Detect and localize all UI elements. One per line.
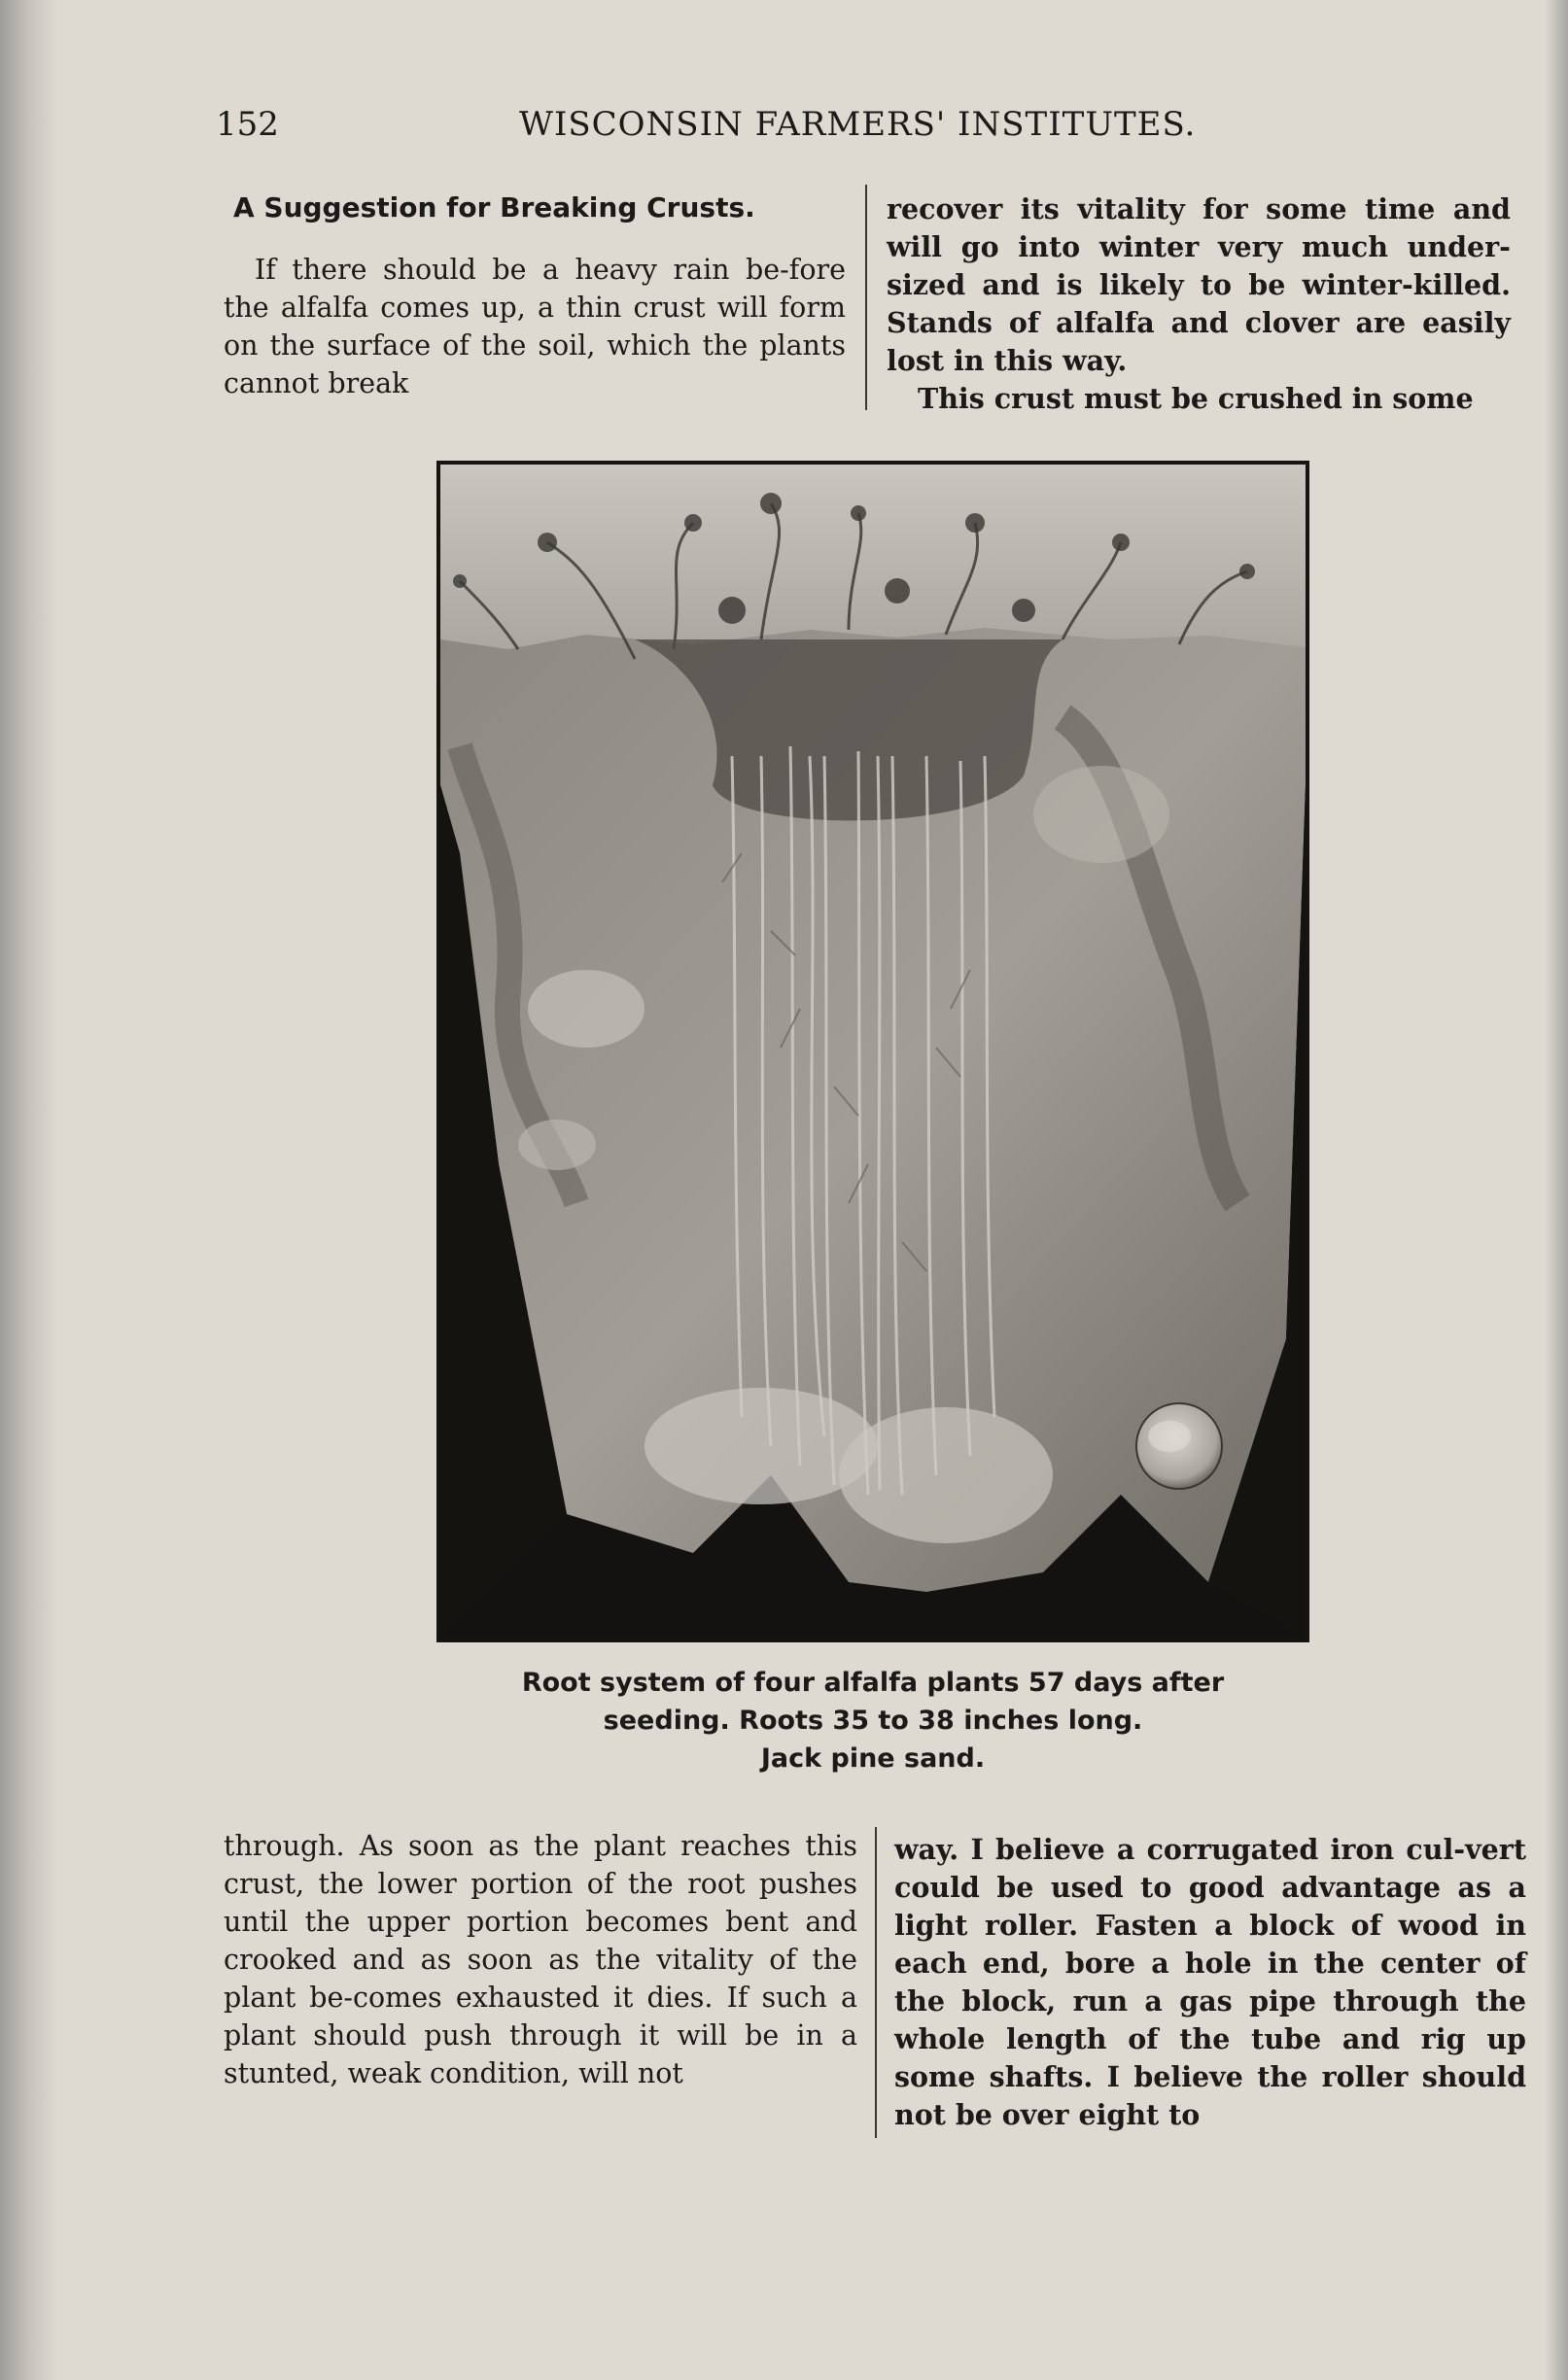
- paragraph-crust-crushed: This crust must be crushed in some: [918, 382, 1474, 415]
- column-divider-bottom: [875, 1827, 877, 2138]
- caption-line-1: Root system of four alfalfa plants 57 days after: [521, 1668, 1225, 1698]
- section-heading: A Suggestion for Breaking Crusts.: [233, 191, 755, 224]
- root-system-image: [440, 465, 1306, 1638]
- caption-line-3: Jack pine sand.: [760, 1743, 986, 1774]
- alfalfa-root-photograph: [436, 461, 1309, 1642]
- page-edge-shadow: [1545, 0, 1568, 2380]
- paragraph-crust-intro: If there should be a heavy rain be-fore the alfalfa comes up, a thin crust will form on the surface of the soil, which the plants cannot break: [224, 254, 846, 399]
- page-number: 152: [216, 105, 279, 144]
- paragraph-vitality: recover its vitality for some time and will go into winter very much under-sized and is likely to be winter-killed. Stands of alfalfa and clover are easily lost in this way.: [887, 192, 1511, 377]
- bottom-right-column: [894, 1831, 1526, 2134]
- paragraph-roller-suggestion: way. I believe a corrugated iron cul-vert could be used to good advantage as a light roller. Fasten a block of wood in each end, bore a hole in the center of the block, run a gas pipe through the whole length of the tube and rig up some shafts. I believe the roller should not be over eight to: [894, 1833, 1526, 2131]
- column-divider-top: [865, 185, 867, 410]
- paragraph-plant-pushes: through. As soon as the plant reaches this crust, the lower portion of the root pushes until the upper portion becomes bent and crooked and as soon as the vitality of the plant be-comes exhausted it dies. If such a plant should push through it will be in a stunted, weak condition, will not: [224, 1830, 857, 2089]
- bottom-left-column: [224, 1827, 857, 2092]
- running-title: WISCONSIN FARMERS' INSTITUTES.: [519, 105, 1197, 144]
- figure-caption: [433, 1664, 1313, 1777]
- binding-shadow: [0, 0, 58, 2380]
- running-header: [216, 105, 1518, 150]
- caption-line-2: seeding. Roots 35 to 38 inches long.: [603, 1706, 1143, 1736]
- top-right-column: [887, 190, 1511, 418]
- top-left-column: [224, 190, 846, 402]
